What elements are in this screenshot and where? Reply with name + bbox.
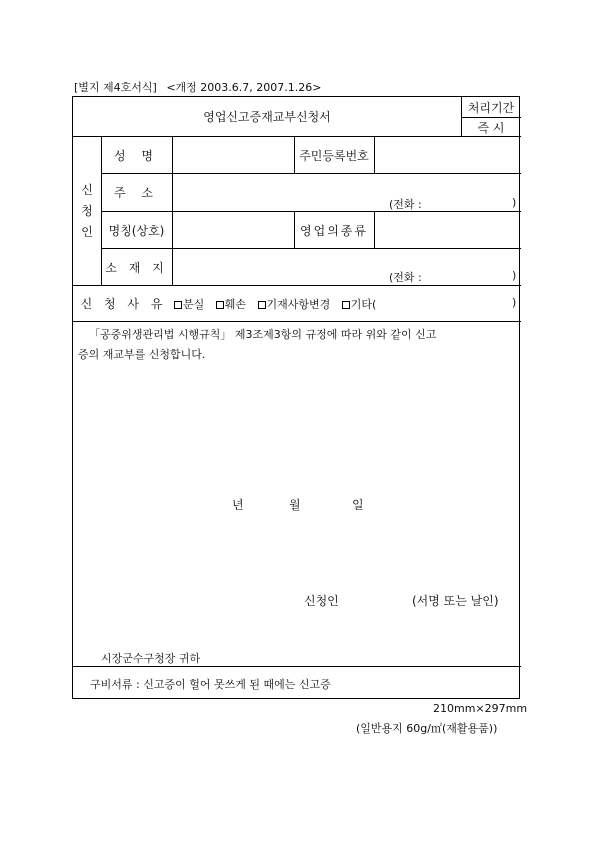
business-type-field[interactable] bbox=[375, 213, 520, 247]
reason-option-other[interactable]: 기타( bbox=[342, 296, 377, 312]
checkbox-icon bbox=[216, 301, 224, 309]
location-label: 소 재 지 bbox=[105, 260, 168, 275]
processing-period-label: 처리기간 bbox=[467, 100, 515, 115]
revision-note: <개정 2003.6.7, 2007.1.26> bbox=[166, 81, 322, 94]
date-day: 일 bbox=[352, 498, 364, 512]
location-field[interactable] bbox=[173, 250, 520, 284]
address-phone-label: (전화 : bbox=[389, 198, 422, 211]
rrn-label: 주민등록번호 bbox=[299, 148, 369, 163]
reason-option-lost[interactable]: 분실 bbox=[174, 296, 204, 312]
applicant-label-char-2: 청 bbox=[81, 203, 93, 218]
applicant-signature-label: 신청인 bbox=[304, 594, 339, 608]
application-form bbox=[72, 96, 520, 699]
recipient: 시장군수구청장 귀하 bbox=[101, 652, 201, 665]
name-field[interactable] bbox=[173, 138, 293, 172]
form-reference bbox=[74, 79, 322, 95]
location-phone-label: (전화 : bbox=[389, 271, 422, 284]
paper-type: (일반용지 60g/㎡(재활용품)) bbox=[356, 722, 498, 735]
checkbox-icon bbox=[258, 301, 266, 309]
form-title: 영업신고증재교부신청서 bbox=[203, 110, 331, 124]
applicant-group-label bbox=[73, 137, 101, 285]
reason-label: 신 청 사 유 bbox=[80, 297, 167, 311]
rrn-field[interactable] bbox=[375, 138, 520, 172]
reason-options bbox=[174, 296, 384, 312]
business-name-label: 명칭(상호) bbox=[108, 223, 165, 238]
statement-line-1: 「공중위생관리법 시행규칙」 제3조제3항의 규정에 따라 위와 같이 신고 bbox=[89, 328, 437, 341]
processing-period-value: 즉 시 bbox=[477, 120, 505, 135]
business-name-field[interactable] bbox=[173, 213, 293, 247]
address-field[interactable] bbox=[173, 175, 520, 210]
applicant-label-char-3: 인 bbox=[81, 224, 93, 239]
statement-line-2: 증의 재교부를 신청합니다. bbox=[78, 348, 206, 361]
signature-note: (서명 또는 날인) bbox=[412, 594, 499, 608]
required-documents: 구비서류 : 신고증이 헐어 못쓰게 된 때에는 신고증 bbox=[90, 678, 331, 691]
date-year: 년 bbox=[232, 498, 244, 512]
reason-other-close: ) bbox=[512, 296, 517, 309]
name-label: 성 명 bbox=[114, 148, 159, 163]
location-phone-close: ) bbox=[512, 269, 517, 282]
reason-option-damaged[interactable]: 훼손 bbox=[216, 296, 246, 312]
paper-size: 210mm×297mm bbox=[433, 702, 528, 715]
address-phone-close: ) bbox=[512, 196, 517, 209]
address-label: 주 소 bbox=[114, 186, 159, 200]
reason-option-change[interactable]: 기재사항변경 bbox=[258, 296, 331, 312]
checkbox-icon bbox=[174, 301, 182, 309]
business-type-label: 영업의종류 bbox=[300, 223, 368, 238]
applicant-label-char-1: 신 bbox=[81, 182, 93, 197]
checkbox-icon bbox=[342, 301, 350, 309]
date-month: 월 bbox=[289, 498, 301, 512]
form-number: [별지 제4호서식] bbox=[74, 81, 157, 94]
